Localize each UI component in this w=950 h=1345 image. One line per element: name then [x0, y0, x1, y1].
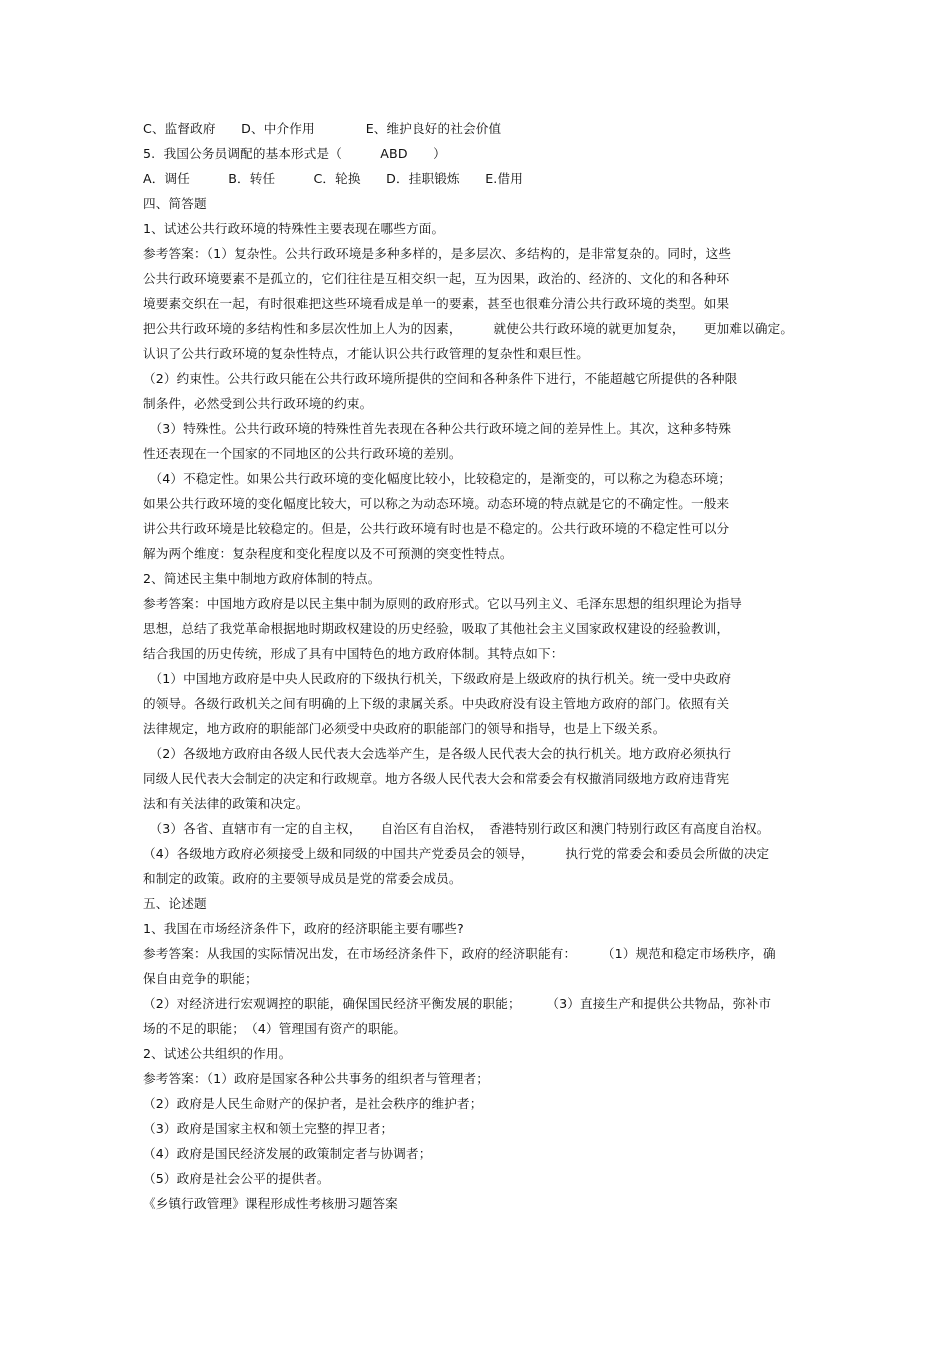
text-line: 同级人民代表大会制定的决定和行政规章。地方各级人民代表大会和常委会有权撤消同级地方政府违背宪 [143, 771, 730, 786]
text-line: （3）政府是国家主权和领土完整的捍卫者； [143, 1121, 394, 1136]
text-line: 参考答案：（1）政府是国家各种公共事务的组织者与管理者； [143, 1071, 489, 1086]
text-line: 把公共行政环境的多结构性和多层次性加上人为的因素， 就使公共行政环境的就更加复杂， 更加难以确定。 [143, 321, 794, 336]
text-line: 场的不足的职能； （4）管理国有资产的职能。 [143, 1021, 407, 1036]
text-line: 保自由竞争的职能； [143, 971, 258, 986]
text-line: 认识了公共行政环境的复杂性特点，才能认识公共行政管理的复杂性和艰巨性。 [143, 346, 590, 361]
text-line: （2）各级地方政府由各级人民代表大会选举产生，是各级人民代表大会的执行机关。地方政府必须执行 [143, 746, 732, 761]
text-line: （1）中国地方政府是中央人民政府的下级执行机关，下级政府是上级政府的执行机关。统一受中央政府 [143, 671, 732, 686]
text-line: （2）政府是人民生命财产的保护者，是社会秩序的维护者； [143, 1096, 483, 1111]
text-line: 法律规定，地方政府的职能部门必须受中央政府的职能部门的领导和指导，也是上下级关系。 [143, 721, 666, 736]
text-line: （3）各省、直辖市有一定的自主权， 自治区有自治权， 香港特别行政区和澳门特别行政区有高度自治权。 [143, 821, 770, 836]
text-line: （2）约束性。公共行政只能在公共行政环境所提供的空间和各种条件下进行，不能超越它所提供的各种限 [143, 371, 738, 386]
text-line: 公共行政环境要素不是孤立的，它们往往是互相交织一起，互为因果，政治的、经济的、文化的和各种环 [143, 271, 730, 286]
text-line: （4）政府是国民经济发展的政策制定者与协调者； [143, 1146, 432, 1161]
text-line: （4）不稳定性。如果公共行政环境的变化幅度比较小，比较稳定的，是渐变的，可以称之为稳态环境； [143, 471, 732, 486]
text-line: 如果公共行政环境的变化幅度比较大，可以称之为动态环境。动态环境的特点就是它的不确定性。一般来 [143, 496, 730, 511]
text-line: 的领导。各级行政机关之间有明确的上下级的隶属关系。中央政府没有设主管地方政府的部门。依照有关 [143, 696, 730, 711]
text-line: 法和有关法律的政策和决定。 [143, 796, 309, 811]
question-title: 2、简述民主集中制地方政府体制的特点。 [143, 571, 381, 586]
question-title: 1、试述公共行政环境的特殊性主要表现在哪些方面。 [143, 221, 445, 236]
text-line: （3）特殊性。公共行政环境的特殊性首先表现在各种公共行政环境之间的差异性上。其次，这种多特殊 [143, 421, 732, 436]
text-line: 结合我国的历史传统，形成了具有中国特色的地方政府体制。其特点如下： [143, 646, 564, 661]
text-line: 和制定的政策。政府的主要领导成员是党的常委会成员。 [143, 871, 462, 886]
question-title: 2、试述公共组织的作用。 [143, 1046, 292, 1061]
text-line: 参考答案：从我国的实际情况出发，在市场经济条件下，政府的经济职能有： （1）规范和稳定市场秩序，确 [143, 946, 776, 961]
text-line: 5. 我国公务员调配的基本形式是（ ABD ） [143, 146, 446, 161]
text-line: 性还表现在一个国家的不同地区的公共行政环境的差别。 [143, 446, 462, 461]
text-line: 思想，总结了我党革命根据地时期政权建设的历史经验，吸取了其他社会主义国家政权建设的经验教训， [143, 621, 730, 636]
text-line: 参考答案：中国地方政府是以民主集中制为原则的政府形式。它以马列主义、毛泽东思想的组织理论为指导 [143, 596, 742, 611]
text-line: C、监督政府 D、中介作用 E、维护良好的社会价值 [143, 121, 502, 136]
document-title: 《乡镇行政管理》课程形成性考核册习题答案 [143, 1196, 398, 1211]
section-heading: 四、简答题 [143, 196, 207, 211]
text-line: 制条件，必然受到公共行政环境的约束。 [143, 396, 373, 411]
text-line: 境要素交织在一起，有时很难把这些环境看成是单一的要素，甚至也很难分清公共行政环境的类型。如果 [143, 296, 730, 311]
text-line: （4）各级地方政府必须接受上级和同级的中国共产党委员会的领导， 执行党的常委会和委员会所做的决定 [143, 846, 770, 861]
text-line: 解为两个维度：复杂程度和变化程度以及不可预测的突变性特点。 [143, 546, 513, 561]
text-line: 参考答案：（1）复杂性。公共行政环境是多种多样的，是多层次、多结构的，是非常复杂的。同时，这些 [143, 246, 732, 261]
question-title: 1、我国在市场经济条件下，政府的经济职能主要有哪些? [143, 921, 464, 936]
text-line: A．调任 B．转任 C．轮换 D．挂职锻炼 E.借用 [143, 171, 523, 186]
text-line: （2）对经济进行宏观调控的职能，确保国民经济平衡发展的职能； （3）直接生产和提供公共物品，弥补市 [143, 996, 772, 1011]
text-line: 讲公共行政环境是比较稳定的。但是，公共行政环境有时也是不稳定的。公共行政环境的不稳定性可以分 [143, 521, 730, 536]
text-line: （5）政府是社会公平的提供者。 [143, 1171, 330, 1186]
section-heading: 五、论述题 [143, 896, 207, 911]
